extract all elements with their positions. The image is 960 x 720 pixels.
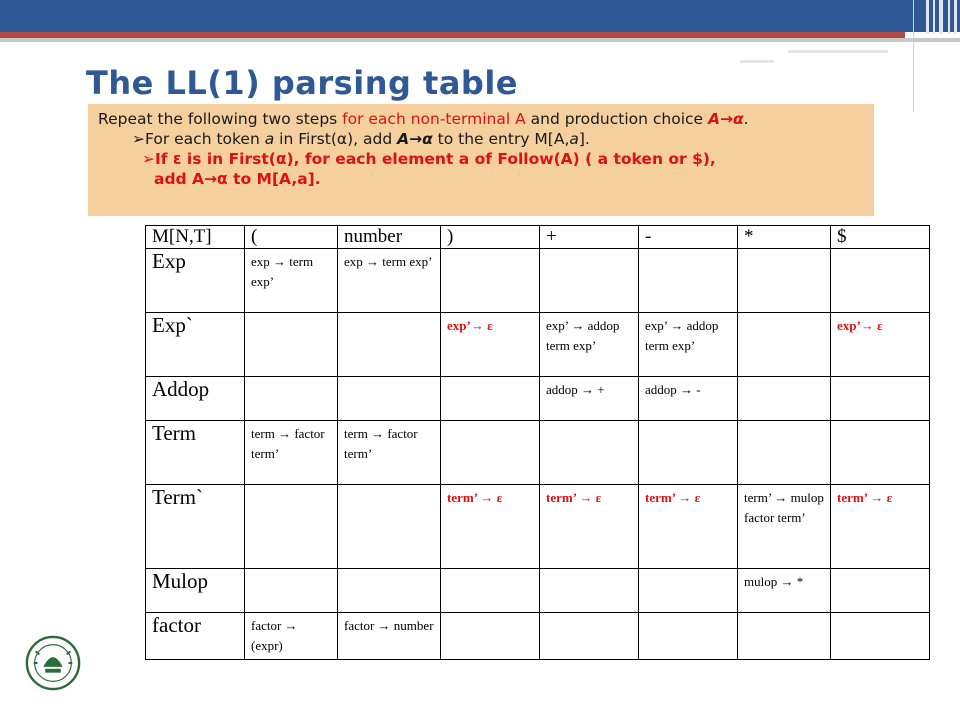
table-cell: mulop → * <box>738 569 831 613</box>
table-cell <box>738 421 831 485</box>
table-cell <box>441 249 540 313</box>
header-decoration <box>740 60 774 63</box>
table-cell <box>831 421 930 485</box>
table-cell <box>639 421 738 485</box>
table-row <box>146 421 930 485</box>
nonterminal-cell: Term <box>146 421 245 485</box>
table-cell: term → factor term’ <box>245 421 338 485</box>
table-cell <box>831 613 930 660</box>
table-cell <box>245 569 338 613</box>
table-cell <box>441 377 540 421</box>
table-cell <box>441 421 540 485</box>
table-row <box>146 377 930 421</box>
table-cell <box>639 249 738 313</box>
table-row <box>146 249 930 313</box>
table-cell <box>738 313 831 377</box>
table-cell: addop → + <box>540 377 639 421</box>
table-cell: addop → - <box>639 377 738 421</box>
ll1-parsing-table <box>145 225 930 660</box>
nonterminal-cell: Mulop <box>146 569 245 613</box>
table-cell <box>738 613 831 660</box>
table-cell <box>738 377 831 421</box>
header-band <box>0 0 960 32</box>
table-cell <box>639 613 738 660</box>
intro-line: Repeat the following two steps for each non-terminal A and production choice A→α. <box>98 110 749 128</box>
table-cell <box>338 377 441 421</box>
column-header: number <box>338 226 441 249</box>
table-header-row <box>146 226 930 249</box>
nonterminal-cell: factor <box>146 613 245 660</box>
nonterminal-cell: Term` <box>146 485 245 569</box>
table-row <box>146 613 930 660</box>
header-divider <box>0 38 960 42</box>
table-cell <box>338 485 441 569</box>
table-cell: factor → number <box>338 613 441 660</box>
table-cell <box>540 613 639 660</box>
column-header: M[N,T] <box>146 226 245 249</box>
table-row <box>146 569 930 613</box>
table-cell <box>245 313 338 377</box>
table-cell: exp’ → addop term exp’ <box>639 313 738 377</box>
table-cell: exp’ → addop term exp’ <box>540 313 639 377</box>
table-cell <box>245 377 338 421</box>
instruction-box <box>88 104 874 216</box>
table-cell: factor → (expr) <box>245 613 338 660</box>
column-header: * <box>738 226 831 249</box>
table-cell <box>738 249 831 313</box>
column-header: + <box>540 226 639 249</box>
table-cell: exp → term exp’ <box>245 249 338 313</box>
table-cell <box>338 313 441 377</box>
column-header: $ <box>831 226 930 249</box>
table-cell: exp’→ ε <box>831 313 930 377</box>
table-cell <box>338 569 441 613</box>
table-cell <box>540 421 639 485</box>
step-2: ➢If ε is in First(α), for each element a of Follow(A) ( a token or $), add A→α to M[A,a]. <box>142 150 716 188</box>
corner-decoration <box>924 0 960 32</box>
decorative-vertical-line <box>913 0 914 112</box>
header-decoration <box>788 50 888 53</box>
table-cell: exp’→ ε <box>441 313 540 377</box>
table-cell <box>831 377 930 421</box>
table-cell <box>441 569 540 613</box>
table-cell <box>831 569 930 613</box>
university-seal-logo <box>24 634 82 692</box>
table-cell: term’ → ε <box>831 485 930 569</box>
slide-title: The LL(1) parsing table <box>86 64 518 102</box>
table-cell <box>831 249 930 313</box>
column-header: - <box>639 226 738 249</box>
table-cell: term’ → ε <box>639 485 738 569</box>
column-header: ) <box>441 226 540 249</box>
nonterminal-cell: Exp <box>146 249 245 313</box>
table-cell <box>639 569 738 613</box>
table-cell: term → factor term’ <box>338 421 441 485</box>
table-row <box>146 313 930 377</box>
table-cell: term’ → mulop factor term’ <box>738 485 831 569</box>
table-cell <box>540 249 639 313</box>
table-cell <box>540 569 639 613</box>
table-cell: term’ → ε <box>540 485 639 569</box>
step-1: ➢For each token a in First(α), add A→α to the entry M[A,a]. <box>132 130 590 148</box>
table-cell <box>441 613 540 660</box>
table-row <box>146 485 930 569</box>
column-header: ( <box>245 226 338 249</box>
nonterminal-cell: Exp` <box>146 313 245 377</box>
table-cell: term’ → ε <box>441 485 540 569</box>
table-cell: exp → term exp’ <box>338 249 441 313</box>
nonterminal-cell: Addop <box>146 377 245 421</box>
table-cell <box>245 485 338 569</box>
